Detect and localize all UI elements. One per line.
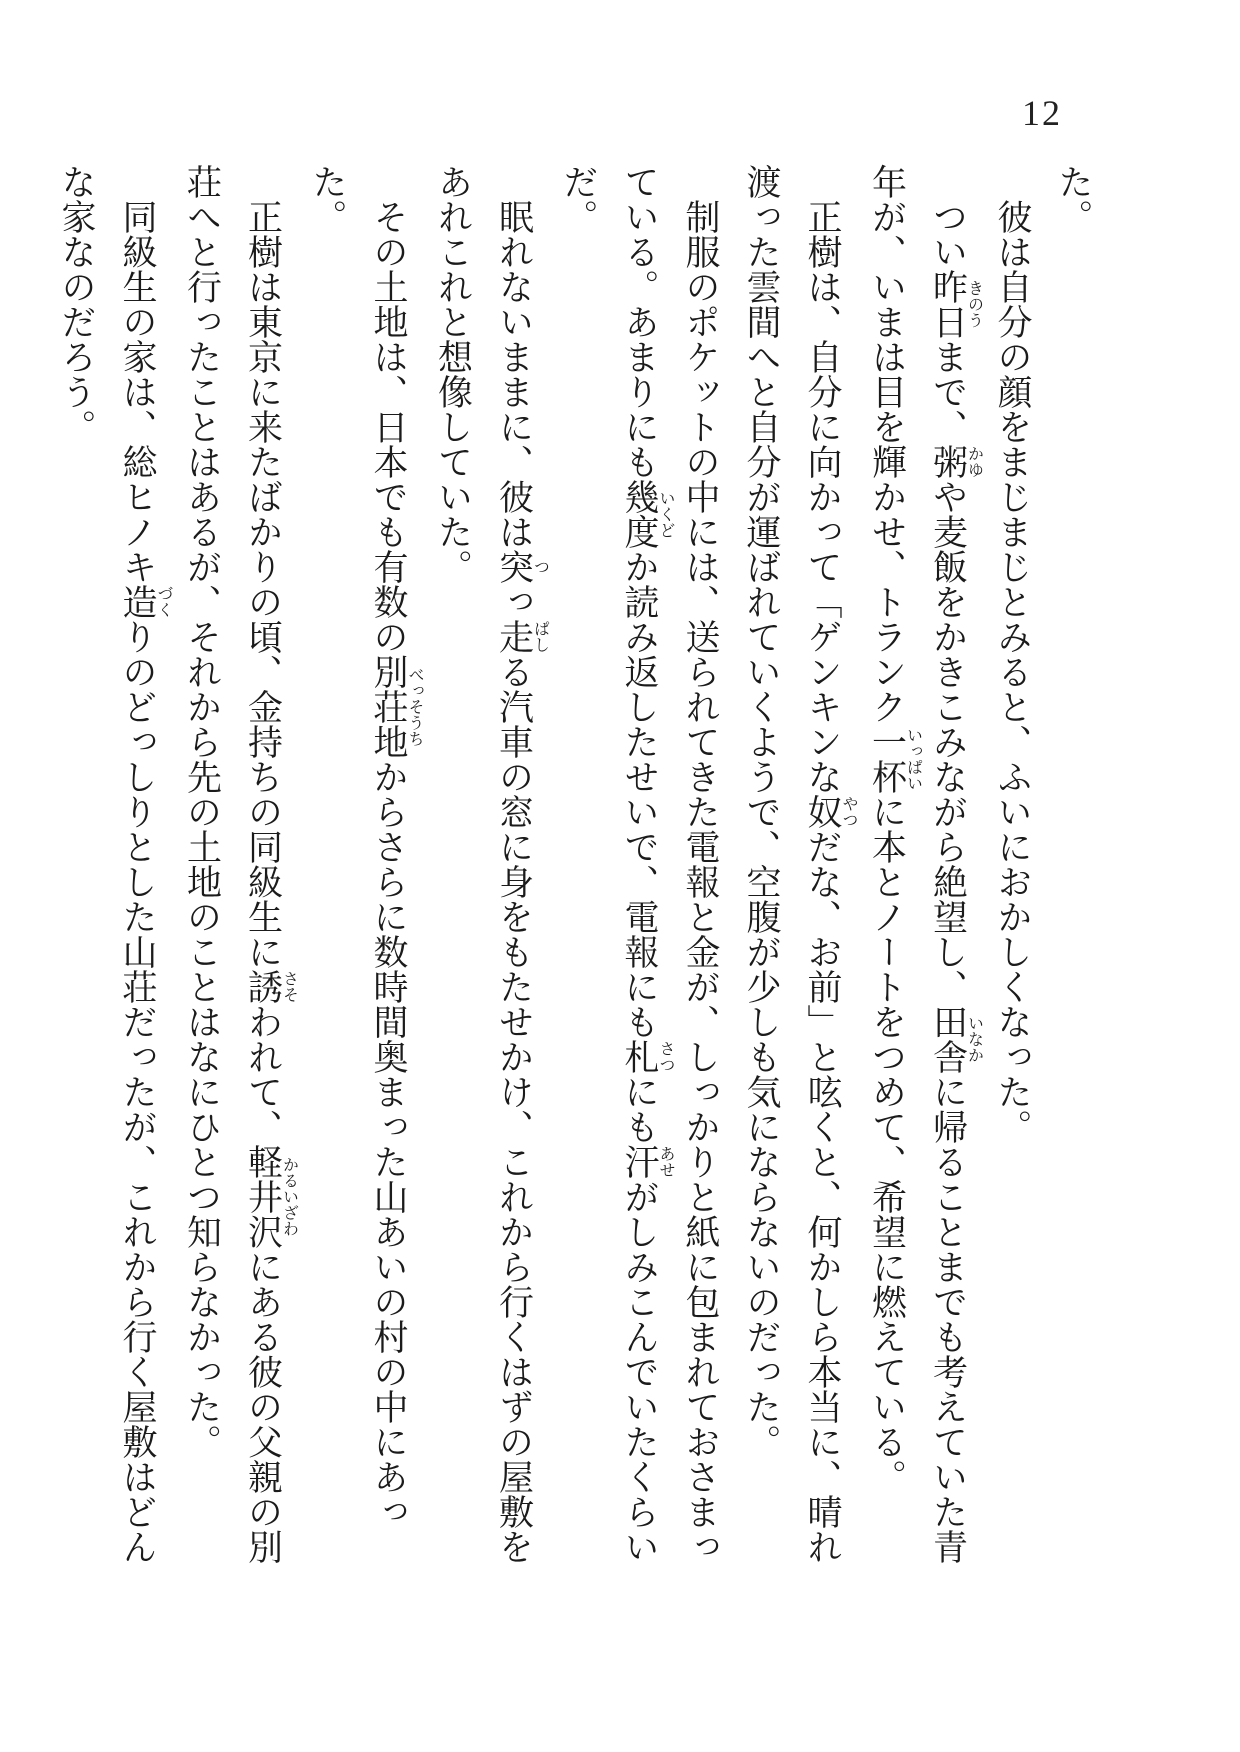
paragraph: その土地は、日本でも有数の別荘地べっそうちからさらに数時間奥まった山あいの村の中にあった。 xyxy=(308,164,423,1529)
furigana: あせ xyxy=(657,1144,674,1179)
paragraph: 眠れないままに、彼は突つっ走ぱしる汽車の窓に身をもたせかけ、これから行くはずの屋敷をあれこれと想像していた。 xyxy=(433,164,549,1564)
page-number: 12 xyxy=(1022,93,1062,133)
ruby-base: 別荘地べっそうち xyxy=(369,654,423,759)
ruby-base: 造づく xyxy=(118,584,172,619)
furigana: かゆ xyxy=(965,444,983,479)
furigana: やつ xyxy=(840,794,857,829)
ruby-base: 誘さそ xyxy=(243,969,298,1004)
paragraph: つい昨日きのうまで、粥かゆや麦飯をかきこみながら絶望し、田舎いなかに帰ることまでも考えていた青年が、いまは目を輝かせ、トランク一杯いっぱいに本とノートをつめて、希望に燃えている。 xyxy=(867,164,983,1564)
furigana: べっそうち xyxy=(406,654,423,759)
paragraph: た。 xyxy=(1054,164,1093,234)
furigana: つ xyxy=(531,549,549,584)
furigana: さつ xyxy=(657,1039,674,1074)
furigana: さそ xyxy=(280,969,298,1004)
ruby-base: 札さつ xyxy=(620,1039,674,1074)
furigana: きのう xyxy=(965,269,983,339)
ruby-base: 一杯いっぱい xyxy=(867,724,922,794)
ruby-base: 昨日きのう xyxy=(928,269,983,339)
ruby-base: 田舎いなか xyxy=(928,1004,983,1074)
paragraph: 彼は自分の顔をまじまじとみると、ふいにおかしくなった。 xyxy=(993,199,1032,1144)
ruby-base: 汗あせ xyxy=(620,1144,674,1179)
furigana: いっぱい xyxy=(904,724,922,794)
furigana: ぱし xyxy=(531,619,549,654)
furigana: いなか xyxy=(965,1004,983,1074)
furigana: かるいざわ xyxy=(280,1144,298,1249)
furigana: づく xyxy=(155,584,172,619)
paragraph: 制服のポケットの中には、送られてきた電報と金が、しっかりと紙に包まれておさまっている。あまりにも幾度いくどか読み返したせいで、電報にも札さつにも汗あせがしみこんでいたくらいだ。 xyxy=(559,164,720,1564)
furigana: いくど xyxy=(657,479,674,549)
ruby-base: 粥かゆ xyxy=(928,444,983,479)
ruby-base: 突つ xyxy=(494,549,549,584)
ruby-base: 軽井沢かるいざわ xyxy=(243,1144,298,1249)
ruby-base: 奴やつ xyxy=(803,794,857,829)
paragraph: 正樹は、自分に向かって「ゲンキンな奴やつだな、お前」と呟くと、何かしら本当に、晴れ渡った雲間へと自分が運ばれていくようで、空腹が少しも気にならないのだった。 xyxy=(742,164,857,1564)
paragraph: 同級生の家は、総ヒノキ造づくりのどっしりとした山荘だったが、これから行く屋敷はどんな家なのだろう。 xyxy=(57,164,172,1564)
paragraph: 正樹は東京に来たばかりの頃、金持ちの同級生に誘さそわれて、軽井沢かるいざわにある彼の父親の別荘へと行ったことはあるが、それから先の土地のことはなにひとつ知らなかった。 xyxy=(182,164,298,1564)
ruby-base: 幾度いくど xyxy=(620,479,674,549)
ruby-base: 走ぱし xyxy=(494,619,549,654)
text-block xyxy=(46,164,1104,1568)
